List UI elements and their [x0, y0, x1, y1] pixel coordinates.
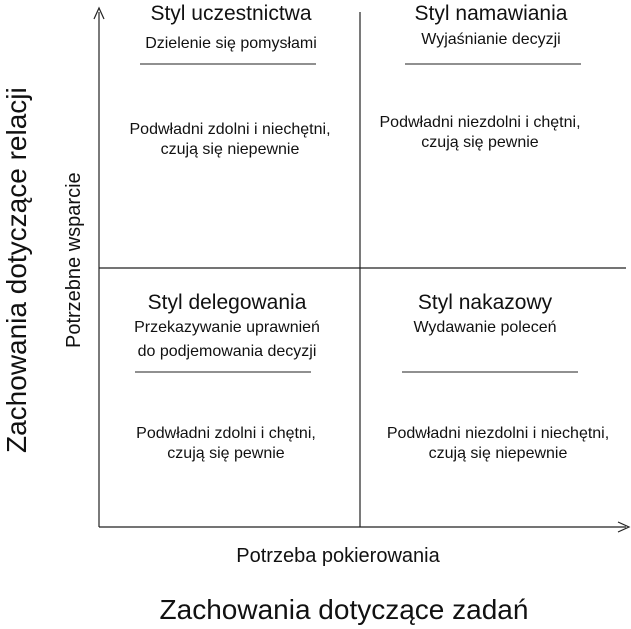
description-line: czują się niepewnie: [428, 445, 568, 462]
description-line: czują się pewnie: [167, 445, 285, 462]
quadrant-title-delegating: Styl delegowania: [147, 291, 307, 314]
description-line: Podwładni zdolni i niechętni,: [129, 121, 331, 138]
quadrant-description-telling: [387, 424, 609, 464]
description-line: Podwładni niezdolni i chętni,: [379, 114, 581, 131]
description-line: czują się niepewnie: [160, 141, 300, 158]
x-axis-title: Zachowania dotyczące zadań: [159, 594, 529, 625]
quadrant-subtitle-participating: Dzielenie się pomysłami: [145, 35, 317, 52]
description-line: Podwładni zdolni i chętni,: [136, 425, 316, 442]
quadrant-title-participating: Styl uczestnictwa: [150, 2, 312, 25]
subtitle-line: do podjemowania decyzji: [137, 343, 317, 360]
quadrant-subtitle-delegating: [134, 318, 320, 362]
x-axis-label: Potrzeba pokierowania: [236, 545, 440, 567]
quadrant-description-delegating: [136, 424, 316, 464]
description-line: czują się pewnie: [421, 134, 539, 151]
y-axis-title: Zachowania dotyczące relacji: [1, 87, 32, 453]
subtitle-line: Przekazywanie uprawnień: [134, 319, 320, 336]
quadrant-title-selling: Styl namawiania: [414, 2, 568, 25]
quadrant-description-participating: [129, 120, 330, 160]
description-line: Podwładni niezdolni i niechętni,: [386, 425, 610, 442]
quadrant-subtitle-telling: Wydawanie poleceń: [413, 319, 557, 336]
quadrant-title-telling: Styl nakazowy: [417, 291, 553, 314]
quadrant-subtitle-selling: Wyjaśnianie decyzji: [421, 31, 561, 48]
quadrant-description-selling: [379, 113, 580, 153]
y-axis-label: Potrzebne wsparcie: [63, 172, 85, 348]
